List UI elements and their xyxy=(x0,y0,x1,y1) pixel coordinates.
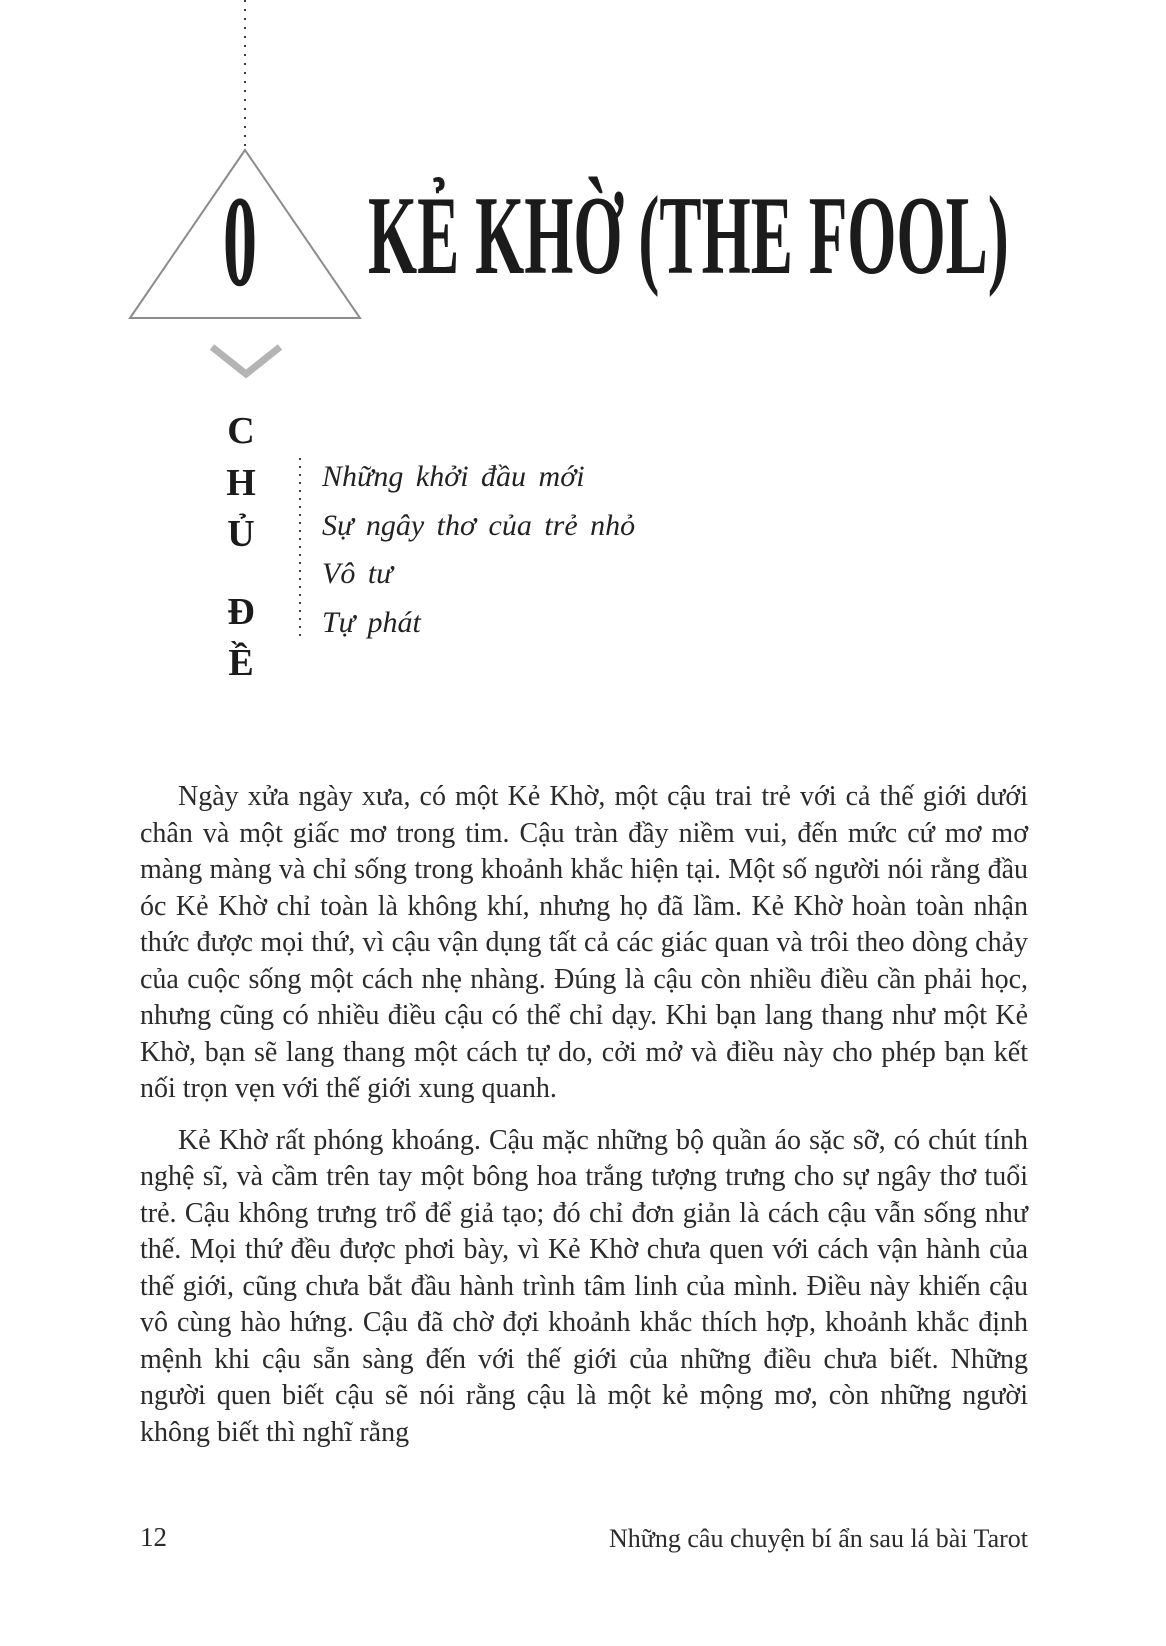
theme-item: Những khởi đầu mới xyxy=(322,460,585,493)
themes-label-letter: H xyxy=(226,461,256,504)
themes-label-letter: Ề xyxy=(228,642,254,684)
dotted-separator xyxy=(299,458,301,642)
themes-label-letter: Ủ xyxy=(227,513,255,555)
article-body xyxy=(140,779,1028,1451)
theme-item: Vô tư xyxy=(322,557,393,590)
page-number: 12 xyxy=(140,1522,167,1552)
themes-label-letter: Đ xyxy=(227,590,255,633)
chevron-down-icon xyxy=(212,347,280,374)
card-number: 0 xyxy=(223,170,257,314)
theme-item: Tự phát xyxy=(322,605,421,639)
themes-label-letter: C xyxy=(227,410,255,452)
footer-book-title: Những câu chuyện bí ẩn sau lá bài Tarot xyxy=(609,1524,1028,1553)
themes-list xyxy=(322,453,635,647)
body-paragraph: Kẻ Khờ rất phóng khoáng. Cậu mặc những bộ quần áo sặc sỡ, có chút tính nghệ sĩ, và cầm trên tay một bông hoa trắng tượng trưng cho sự ngây thơ tuổi trẻ. Cậu không trưng trổ để giả tạo; đó chỉ đơn giản là cách cậu vẫn sống như thế. Mọi thứ đều được phơi bày, vì Kẻ Khờ chưa quen với cách vận hành của thế giới, cũng chưa bắt đầu hành trình tâm linh của mình. Điều này khiến cậu vô cùng hào hứng. Cậu đã chờ đợi khoảnh khắc thích hợp, khoảnh khắc định mệnh khi cậu sẵn sàng đến với thế giới của những điều chưa biết. Những người quen biết cậu sẽ nói rằng cậu là một kẻ mộng mơ, còn những người không biết thì nghĩ rằng xyxy=(140,1124,1028,1448)
themes-label xyxy=(219,406,263,690)
chapter-title: KẺ KHỜ (THE FOOL) xyxy=(368,173,1009,298)
body-paragraph: Ngày xửa ngày xưa, có một Kẻ Khờ, một cậu trai trẻ với cả thế giới dưới chân và một giấc mơ trong tim. Cậu tràn đầy niềm vui, đến mức cứ mơ mơ màng màng và chỉ sống trong khoảnh khắc hiện tại. Một số người nói rằng đầu óc Kẻ Khờ chỉ toàn là không khí, nhưng họ đã lầm. Kẻ Khờ hoàn toàn nhận thức được mọi thứ, vì cậu vận dụng tất cả các giác quan và trôi theo dòng chảy của cuộc sống một cách nhẹ nhàng. Đúng là cậu còn nhiều điều cần phải học, nhưng cũng có nhiều điều cậu có thể chỉ dạy. Khi bạn lang thang như một Kẻ Khờ, bạn sẽ lang thang một cách tự do, cởi mở và điều này cho phép bạn kết nối trọn vẹn với thế giới xung quanh. xyxy=(140,781,1028,1104)
theme-item: Sự ngây thơ của trẻ nhỏ xyxy=(322,508,636,542)
